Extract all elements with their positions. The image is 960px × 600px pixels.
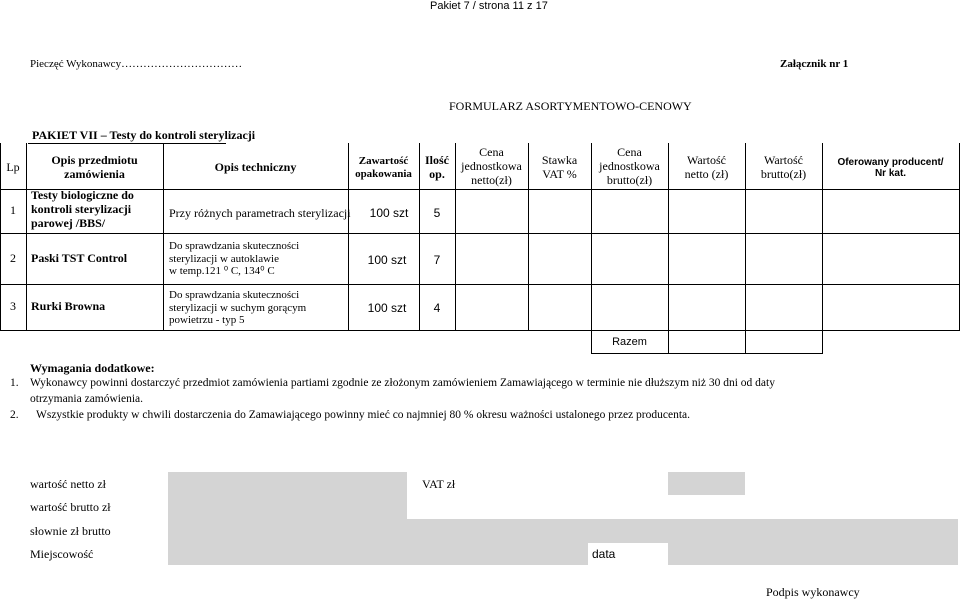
stamp-label: Pieczęć Wykonawcy……………………………	[30, 58, 243, 70]
total-label: Razem	[612, 335, 647, 348]
header-vat: Stawka VAT %	[541, 153, 578, 181]
words-label: słownie zł brutto	[30, 524, 111, 538]
net-value-field[interactable]	[168, 472, 407, 519]
row-1-subject: Testy biologiczne do kontroli sterylizacji parowej /BBS/	[31, 188, 134, 230]
row-3-packaging: 100 szt	[367, 301, 407, 316]
row-2-lp: 2	[10, 250, 16, 265]
row-3-lp: 3	[10, 299, 16, 314]
vat-value-label: VAT zł	[422, 477, 456, 491]
package-title: PAKIET VII – Testy do kontroli sterylizacji	[32, 128, 256, 142]
page-header: Pakiet 7 / strona 11 z 17	[430, 0, 548, 12]
requirement-1-line-2: otrzymania zamówienia.	[30, 393, 144, 405]
header-lp: Lp	[6, 160, 20, 175]
vat-value-field[interactable]	[668, 472, 745, 495]
row-2-subject: Paski TST Control	[31, 250, 128, 265]
header-value-net: Wartość netto (zł)	[684, 153, 729, 181]
row-3-quantity: 4	[433, 301, 441, 316]
place-label: Miejscowość	[30, 547, 94, 561]
date-field[interactable]	[668, 543, 958, 565]
net-value-label: wartość netto zł	[30, 477, 106, 491]
row-1-lp: 1	[10, 203, 16, 218]
header-value-gross: Wartość brutto(zł)	[760, 153, 807, 181]
row-3-technical: Do sprawdzania skuteczności sterylizacji w suchym gorącym powietrzu - typ 5	[169, 289, 307, 327]
row-2-packaging: 100 szt	[367, 253, 407, 268]
place-field[interactable]	[168, 543, 588, 565]
requirement-1-num: 1.	[10, 377, 19, 389]
requirement-2-line-1: Wszystkie produkty w chwili dostarczenia do Zamawiającego powinny mieć co najmniej 80 % okresu ważności ustalonego przez producenta.	[36, 409, 691, 421]
row-2-technical: Do sprawdzania skuteczności sterylizacji w autoklawie w temp.121 ⁰ C, 134⁰ C	[169, 240, 300, 278]
requirement-1-line-1: Wykonawcy powinni dostarczyć przedmiot zamówienia partiami zgodnie ze złożonym zamówieniem Zamawiającego w terminie nie dłuższym niż 30 dni od daty	[30, 377, 775, 389]
requirement-2-num: 2.	[10, 409, 19, 421]
attachment-label: Załącznik nr 1	[780, 58, 849, 70]
row-2-quantity: 7	[433, 253, 441, 268]
date-label: data	[592, 547, 616, 561]
words-value-field[interactable]	[168, 519, 958, 543]
row-1-quantity: 5	[433, 206, 441, 221]
signature-label: Podpis wykonawcy	[766, 585, 860, 599]
header-subject: Opis przedmiotu zamówienia	[51, 153, 138, 181]
header-unit-gross: Cena jednostkowa brutto(zł)	[599, 145, 660, 187]
header-quantity: Ilość op.	[425, 153, 449, 181]
requirements-title: Wymagania dodatkowe:	[30, 361, 155, 375]
row-1-technical: Przy różnych parametrach sterylizacji	[169, 206, 351, 221]
header-unit-net: Cena jednostkowa netto(zł)	[461, 145, 522, 187]
gross-value-label: wartość brutto zł	[30, 500, 111, 514]
header-packaging: Zawartość opakowania	[355, 155, 412, 180]
header-technical: Opis techniczny	[214, 160, 297, 175]
row-3-subject: Rurki Browna	[31, 299, 106, 314]
row-1-packaging: 100 szt	[369, 206, 409, 221]
header-producer: Oferowany producent/ Nr kat.	[837, 156, 944, 179]
form-title: FORMULARZ ASORTYMENTOWO-CENOWY	[449, 99, 692, 113]
